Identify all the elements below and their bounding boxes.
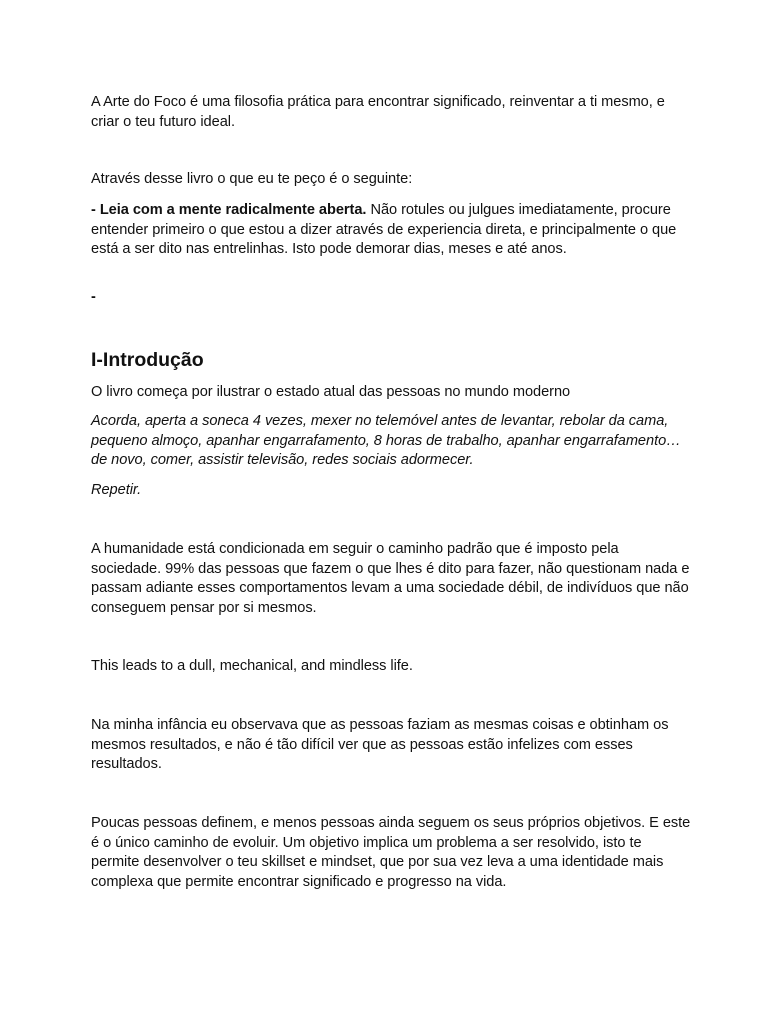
point-1-text: Não rotules ou julgues imediatamente, procure entender primeiro o que estou a dizer através de experiencia direta, e principalmente o que está a ser dito nas entrelinhas. Isto pode demorar dias, meses e até anos. <box>91 202 677 257</box>
childhood-paragraph: Na minha infância eu observava que as pessoas faziam as mesmas coisas e obtinham os mesmos resultados, e não é tão difícil ver que as pessoas estão infelizes com esses resultados. <box>91 717 669 772</box>
repeat-paragraph: Repetir. <box>91 482 142 498</box>
request-paragraph: Através desse livro o que eu te peço é o seguinte: <box>91 171 413 187</box>
point-1-paragraph <box>91 201 691 260</box>
section-title: I-Introdução <box>91 349 204 371</box>
humanity-paragraph: A humanidade está condicionada em seguir o caminho padrão que é imposto pela sociedade. 99% das pessoas que fazem o que lhes é dito para fazer, não questionam nada e passam adiante esses comportamentos levam a uma sociedade débil, de indivíduos que não conseguem pensar por si mesmos. <box>91 541 690 616</box>
dull-life-paragraph: This leads to a dull, mechanical, and mindless life. <box>91 658 413 674</box>
section-lead-paragraph: O livro começa por ilustrar o estado atual das pessoas no mundo moderno <box>91 384 571 400</box>
point-2-marker: - <box>91 289 96 305</box>
point-1-emphasis: - Leia com a mente radicalmente aberta. <box>91 202 367 218</box>
intro-paragraph: A Arte do Foco é uma filosofia prática para encontrar significado, reinventar a ti mesmo, e criar o teu futuro ideal. <box>91 94 665 130</box>
objectives-paragraph: Poucas pessoas definem, e menos pessoas ainda seguem os seus próprios objetivos. E este é o único caminho de evoluir. Um objetivo implica um problema a ser resolvido, isto te permite desenvolver o teu skillset e mindset, que por sua vez leva a uma identidade mais complexa que permite encontrar significado e progresso na vida. <box>91 815 691 890</box>
routine-paragraph: Acorda, aperta a soneca 4 vezes, mexer no telemóvel antes de levantar, rebolar da cama, pequeno almoço, apanhar engarrafamento, 8 horas de trabalho, apanhar engarrafamento…de novo, comer, assistir televisão, redes sociais adormecer. <box>91 413 681 468</box>
document-page <box>91 0 691 1024</box>
